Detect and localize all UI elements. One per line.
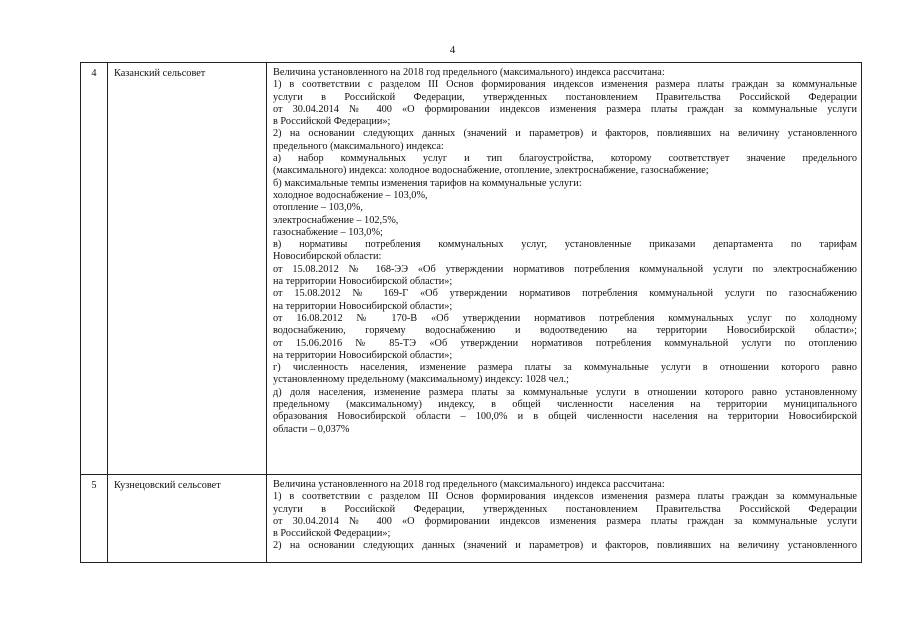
table-row (81, 63, 862, 475)
description-line: образования Новосибирской области – 100,0% и в общей численности населения на территории Новосибирской (273, 411, 857, 423)
description-line: предельному (максимальному) индексу, в общей численности населения на территории муниципального (273, 399, 857, 411)
description-line: в Российской Федерации»; (273, 116, 391, 128)
table-row (81, 475, 862, 563)
description-line: предельного (максимального) индекса: (273, 140, 444, 152)
description-line: от 30.04.2014 № 400 «О формировании индексов изменения размера платы граждан за коммунальные услуги (273, 103, 857, 115)
description-line: от 15.08.2012 № 168-ЭЭ «Об утверждении нормативов потребления коммунальной услуги по электроснабжению (273, 263, 857, 275)
description-line: 2) на основании следующих данных (значений и параметров) и факторов, повлиявших на величину установленного (273, 540, 857, 552)
description-line: от 16.08.2012 № 170-В «Об утверждении нормативов потребления коммунальных услуг по холодному (273, 312, 857, 324)
description-line: в) нормативы потребления коммунальных услуг, установленные приказами департамента по тарифам (273, 239, 857, 251)
description-line: (максимального) индекса: холодное водоснабжение, отопление, электроснабжение, газоснабжение; (273, 165, 709, 177)
description-line: Величина установленного на 2018 год предельного (максимального) индекса рассчитана: (273, 67, 665, 78)
description-line: водоснабжению, горячему водоснабжению и водоотведению на территории Новосибирской области»; (273, 325, 857, 337)
description-line: на территории Новосибирской области»; (273, 276, 453, 288)
description-line: Новосибирской области: (273, 251, 382, 263)
index-description (267, 475, 862, 563)
index-description (267, 63, 862, 475)
description-line: от 15.08.2012 № 169-Г «Об утверждении нормативов потребления коммунальной услуги по газоснабжению (273, 288, 857, 300)
description-line: 1) в соответствии с разделом III Основ формирования индексов изменения размера платы граждан за коммунальные (273, 491, 857, 503)
municipality-name: Казанский сельсовет (108, 63, 267, 475)
description-line: отопление – 103,0%, (273, 202, 363, 214)
description-line: Величина установленного на 2018 год предельного (максимального) индекса рассчитана: (273, 479, 665, 490)
description-line: области – 0,037% (273, 423, 350, 435)
description-line: электроснабжение – 102,5%, (273, 214, 399, 226)
row-number: 5 (81, 475, 108, 563)
description-line: услуги в Российской Федерации, утвержденных постановлением Правительства Российской Федерации (273, 503, 857, 515)
description-line: газоснабжение – 103,0%; (273, 226, 383, 238)
description-line: на территории Новосибирской области»; (273, 300, 453, 312)
description-line: холодное водоснабжение – 103,0%, (273, 189, 428, 201)
municipality-index-table (80, 62, 862, 563)
description-line: г) численность населения, изменение размера платы за коммунальные услуги в отношении которого равно (273, 362, 857, 374)
description-line: установленному предельному (максимальному) индексу: 1028 чел.; (273, 374, 569, 386)
description-line: от 30.04.2014 № 400 «О формировании индексов изменения размера платы граждан за коммунальные услуги (273, 515, 857, 527)
description-line: д) доля населения, изменение размера платы за коммунальные услуги в отношении которого равно установленному (273, 386, 857, 398)
description-line: от 15.06.2016 № 85-ТЭ «Об утверждении нормативов потребления коммунальной услуги по отоплению (273, 337, 857, 349)
description-line: а) набор коммунальных услуг и тип благоустройства, которому соответствует значение предельного (273, 153, 857, 165)
page-number: 4 (449, 44, 456, 56)
description-line: в Российской Федерации»; (273, 528, 391, 540)
table-body (81, 63, 862, 563)
row-number: 4 (81, 63, 108, 475)
description-line: 1) в соответствии с разделом III Основ формирования индексов изменения размера платы граждан за коммунальные (273, 79, 857, 91)
description-line: б) максимальные темпы изменения тарифов на коммунальные услуги: (273, 177, 582, 189)
description-line: услуги в Российской Федерации, утвержденных постановлением Правительства Российской Федерации (273, 91, 857, 103)
description-line: на территории Новосибирской области»; (273, 349, 453, 361)
description-line: 2) на основании следующих данных (значений и параметров) и факторов, повлиявших на величину установленного (273, 128, 857, 140)
municipality-name: Кузнецовский сельсовет (108, 475, 267, 563)
